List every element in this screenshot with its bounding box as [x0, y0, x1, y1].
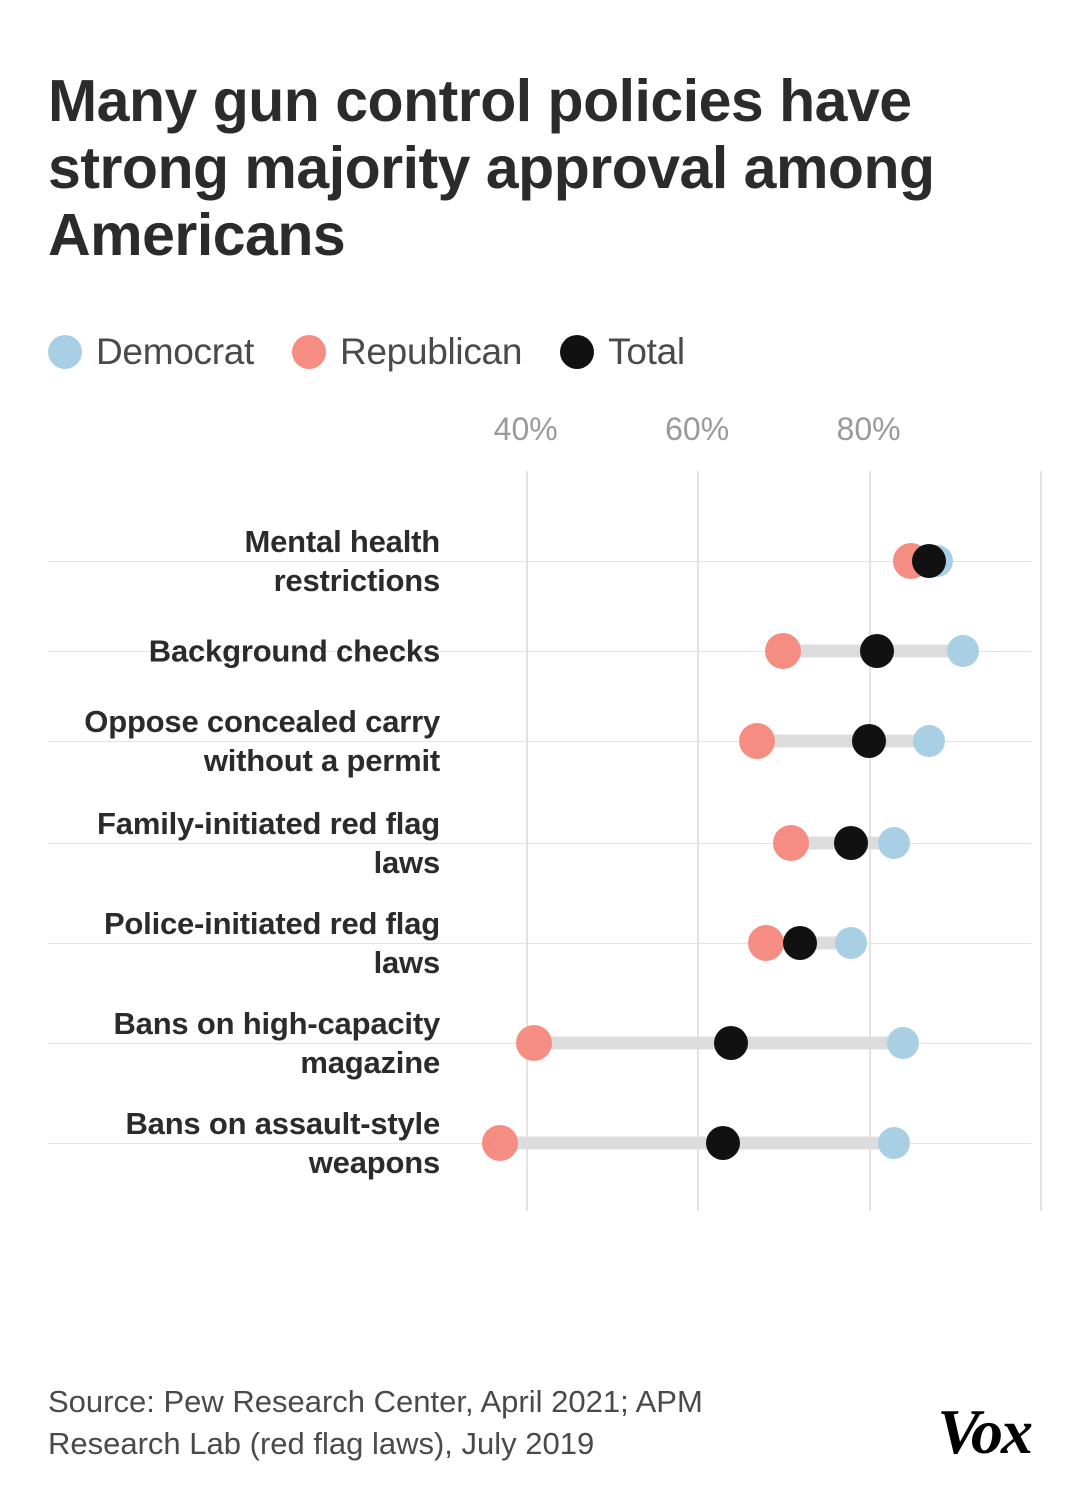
infographic-page	[0, 40, 1079, 1511]
data-point-total	[834, 826, 868, 860]
row-label: Police-initiated red flag laws	[103, 906, 440, 981]
legend-dot-republican	[292, 335, 326, 369]
data-point-republican	[516, 1025, 552, 1061]
x-axis-tick-40: 40%	[493, 411, 558, 448]
data-point-democrat	[887, 1027, 919, 1059]
legend-item-democrat	[48, 331, 254, 373]
data-point-total	[912, 544, 946, 578]
source-note: Source: Pew Research Center, April 2021; APM Research Lab (red flag laws), July 2019	[48, 1383, 703, 1461]
row-label: Bans on assault-style weapons	[125, 1106, 440, 1181]
legend-label-total: Total	[608, 331, 685, 373]
chart-legend	[48, 331, 1031, 373]
x-axis-tick-labels	[48, 411, 1031, 457]
data-point-total	[852, 724, 886, 758]
data-point-total	[706, 1126, 740, 1160]
gridline	[526, 471, 528, 1211]
vox-logo: Vox	[937, 1395, 1031, 1467]
legend-dot-total	[560, 335, 594, 369]
data-point-republican	[482, 1125, 518, 1161]
legend-item-total	[560, 331, 685, 373]
data-point-democrat	[947, 635, 979, 667]
row-label: Bans on high-capacity magazine	[113, 1006, 440, 1081]
row-label: Family-initiated red flag laws	[97, 806, 440, 881]
legend-item-republican	[292, 331, 522, 373]
legend-label-democrat: Democrat	[96, 331, 254, 373]
gridline	[697, 471, 699, 1211]
legend-label-republican: Republican	[339, 331, 523, 373]
chart-footer	[48, 1381, 1031, 1465]
data-point-democrat	[913, 725, 945, 757]
row-label: Background checks	[148, 633, 440, 669]
chart-plot-area	[48, 471, 1031, 1211]
gridline	[1040, 471, 1042, 1211]
data-point-republican	[765, 633, 801, 669]
page-title: Many gun control policies have strong majority approval among Americans	[48, 67, 935, 269]
data-point-total	[860, 634, 894, 668]
data-point-republican	[773, 825, 809, 861]
data-point-total	[783, 926, 817, 960]
data-point-democrat	[878, 1127, 910, 1159]
data-point-total	[714, 1026, 748, 1060]
row-connector	[757, 735, 928, 748]
legend-dot-democrat	[48, 335, 82, 369]
x-axis-tick-60: 60%	[665, 411, 730, 448]
dumbbell-chart	[48, 411, 1031, 1211]
row-connector	[500, 1137, 894, 1150]
data-point-republican	[748, 925, 784, 961]
data-point-democrat	[878, 827, 910, 859]
data-point-republican	[739, 723, 775, 759]
data-point-democrat	[835, 927, 867, 959]
row-label: Mental health restrictions	[244, 524, 440, 599]
x-axis-tick-80: 80%	[836, 411, 901, 448]
row-label: Oppose concealed carry without a permit	[84, 704, 440, 779]
